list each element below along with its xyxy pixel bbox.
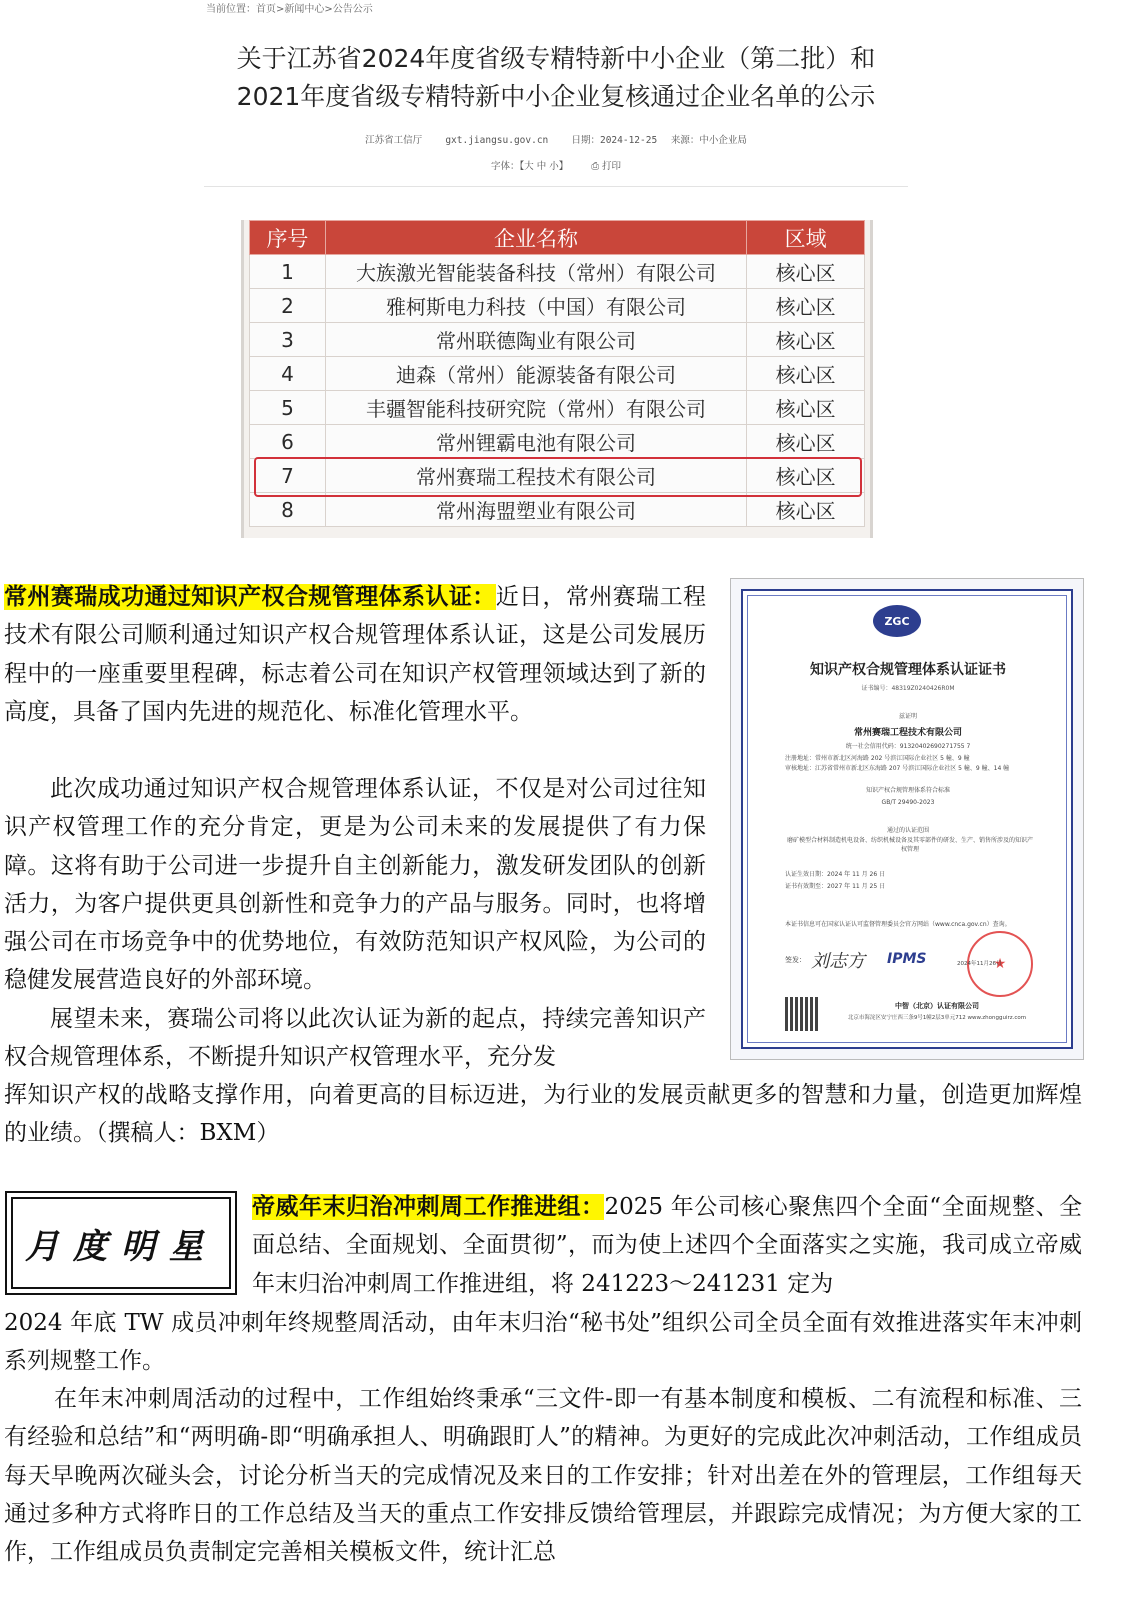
highlight-box [254, 457, 862, 497]
section1-paragraph-1 [4, 578, 706, 731]
column-header: 企业名称 [325, 221, 746, 255]
zgc-logo: ZGC [873, 605, 921, 637]
row-number: 2 [250, 289, 326, 323]
table-header-row [250, 221, 865, 255]
section2-paragraph-2: 在年末冲刺周活动的过程中，工作组始终秉承“三文件-即一有基本制度和模板、二有流程和标准、三有经验和总结”和“两明确-即“明确承担人、明确跟盯人”的精神。为更好的完成此次冲刺活动，工作组成员每天早晚两次碰头会，讨论分析当天的完成情况及来日的工作安排；针对出差在外的管理层，工作组每天通过多种方式将昨日的工作总结及当天的重点工作安排反馈给管理层，并跟踪完成情况；为方便大家的工作，工作组成员负责制定完善相关模板文件，统计汇总 [4, 1386, 1082, 1566]
table-row [250, 255, 865, 289]
company-name: 丰疆智能科技研究院（常州）有限公司 [325, 391, 746, 425]
company-name: 常州联德陶业有限公司 [325, 323, 746, 357]
table-row [250, 493, 865, 527]
section2-p4-text: 2025 年公司核心聚焦四个全面“全面规整、全面总结、全面规划、全面贯彻”，而为使上述四个全面落实之实施，我司成立帝威年末归治冲刺周工作推进组，将 241223～241231 定为 [252, 1194, 1082, 1297]
scope: 磨矿模型合材料制造机电设备、纺织机械设备及其零部件的研发、生产、销售所涉及的知识产权管理 [786, 837, 1033, 853]
stamp-date: 2024年11月26日 [957, 961, 1002, 967]
standard: GB/T 29490-2023 [881, 799, 935, 806]
company-name: 常州锂霸电池有限公司 [325, 425, 746, 459]
certify-label: 兹证明 [898, 713, 917, 720]
row-number: 5 [250, 391, 326, 425]
region: 核心区 [747, 357, 865, 391]
article-meta: 江苏省工信厅 gxt.jiangsu.gov.cn 日期：2024-12-25 来源：中小企业局 [365, 135, 747, 146]
section2-paragraph-1-cont: 2024 年底 TW 成员冲刺年终规整周活动，由年末归治“秘书处”组织公司全员全面有效推进落实年末冲刺系列规整工作。 [4, 1310, 1082, 1375]
section1-p1-text: 近日，常州赛瑞工程技术有限公司顺利通过知识产权合规管理体系认证，这是公司发展历程中的一座重要里程碑，标志着公司在知识产权管理领域达到了新的高度，具备了国内先进的规范化、标准化管理水平。 [4, 584, 707, 725]
sign-label: 签发： [785, 956, 806, 964]
table-row [250, 391, 865, 425]
divider [204, 186, 908, 187]
company-name: 常州赛瑞工程技术有限公司 [325, 459, 746, 493]
article-title-line-2: 2021年度省级专精特新中小企业复核通过企业名单的公示 [236, 82, 876, 111]
announcement-screenshot [178, 0, 934, 540]
region: 核心区 [747, 493, 865, 527]
region: 核心区 [747, 391, 865, 425]
section2-paragraph-1 [252, 1188, 1082, 1303]
certificate-company: 常州赛瑞工程技术有限公司 [853, 728, 962, 738]
print-link[interactable] [591, 161, 621, 172]
monthly-star-badge [5, 1191, 237, 1295]
printer-icon: ⎙ [591, 161, 599, 172]
company-name: 大族激光智能装备科技（常州）有限公司 [325, 255, 746, 289]
issue-date: 认证生效日期：2024 年 11 月 26 日 [785, 871, 886, 878]
table-row [250, 357, 865, 391]
section1-paragraph-3-cont: 挥知识产权的战略支撑作用，向着更高的目标迈进，为行业的发展贡献更多的智慧和力量，创造更加辉煌的业绩。（撰稿人：BXM） [4, 1082, 1082, 1147]
certificate-number: 证书编号：48319Z0240426R0M [861, 685, 955, 692]
print-label: 打印 [601, 161, 621, 172]
company-name: 迪森（常州）能源装备有限公司 [325, 357, 746, 391]
row-number: 8 [250, 493, 326, 527]
section1-paragraph-2: 此次成功通过知识产权合规管理体系认证，不仅是对公司过往知识产权管理工作的充分肯定，更是为公司未来的发展提供了有力保障。这将有助于公司进一步提升自主创新能力，激发研发团队的创新活力，为客户提供更具创新性和竞争力的产品与服务。同时，也将增强公司在市场竞争中的优势地位，有效防范知识产权风险，为公司的稳健发展营造良好的外部环境。 [4, 776, 706, 994]
section2-heading: 帝威年末归治冲刺周工作推进组： [252, 1194, 605, 1220]
certificate-note: 本证书信息可在国家认证认可监督管理委员会官方网站（www.cnca.gov.cn）查询。 [785, 921, 1011, 928]
row-number: 6 [250, 425, 326, 459]
monthly-star-label: 月度明星 [11, 1197, 231, 1289]
certificate-title: 知识产权合规管理体系认证证书 [810, 662, 1006, 678]
region: 核心区 [747, 459, 865, 493]
region: 核心区 [747, 255, 865, 289]
font-size-switch[interactable]: 字体：【大 中 小】 [491, 161, 569, 172]
table-row [250, 425, 865, 459]
row-number: 7 [250, 459, 326, 493]
section1-heading: 常州赛瑞成功通过知识产权合规管理体系认证： [4, 584, 496, 610]
column-header: 序号 [250, 221, 326, 255]
ipms-logo: IPMS [887, 951, 927, 967]
row-number: 1 [250, 255, 326, 289]
region: 核心区 [747, 323, 865, 357]
row-number: 3 [250, 323, 326, 357]
audit-address: 审核地址：江苏省常州市新北区东海路 207 号滨江国际企业社区 5 幢、9 幢、14 幢 [785, 765, 1010, 772]
region: 核心区 [747, 425, 865, 459]
company-name: 雅柯斯电力科技（中国）有限公司 [325, 289, 746, 323]
expire-date: 证书有效期至：2027 年 11 月 25 日 [785, 883, 886, 890]
column-header: 区域 [747, 221, 865, 255]
breadcrumb: 当前位置：首页>新闻中心>公告公示 [206, 4, 373, 15]
article-tools [178, 158, 934, 172]
article-title [178, 40, 934, 116]
company-name: 常州海盟塑业有限公司 [325, 493, 746, 527]
section1-paragraph-3: 展望未来，赛瑞公司将以此次认证为新的起点，持续完善知识产权合规管理体系，不断提升知识产权管理水平，充分发 [4, 1006, 706, 1071]
table-row [250, 323, 865, 357]
credit-code: 统一社会信用代码：91320402690271755 7 [845, 743, 971, 750]
scope-label: 通过的认证范围 [886, 827, 929, 834]
issuing-org-address: 北京市海淀区安宁庄西三条9号1幢2层3单元712 www.zhongguirz.com [847, 1015, 1027, 1021]
certificate-image [730, 578, 1084, 1060]
signature: 刘志方 [811, 951, 865, 972]
article-title-line-1: 关于江苏省2024年度省级专精特新中小企业（第二批）和 [236, 44, 876, 73]
table-row [250, 289, 865, 323]
qr-code-icon [785, 997, 819, 1031]
region: 核心区 [747, 289, 865, 323]
reg-address: 注册地址：常州市新北区河海路 202 号滨江国际企业社区 5 幢、9 幢 [785, 755, 970, 762]
row-number: 4 [250, 357, 326, 391]
red-seal-stamp: ★ [967, 931, 1033, 997]
standard-label: 知识产权合规管理体系符合标准 [865, 787, 950, 794]
issuing-org: 中智（北京）认证有限公司 [895, 1002, 979, 1010]
company-table-image [241, 220, 873, 538]
